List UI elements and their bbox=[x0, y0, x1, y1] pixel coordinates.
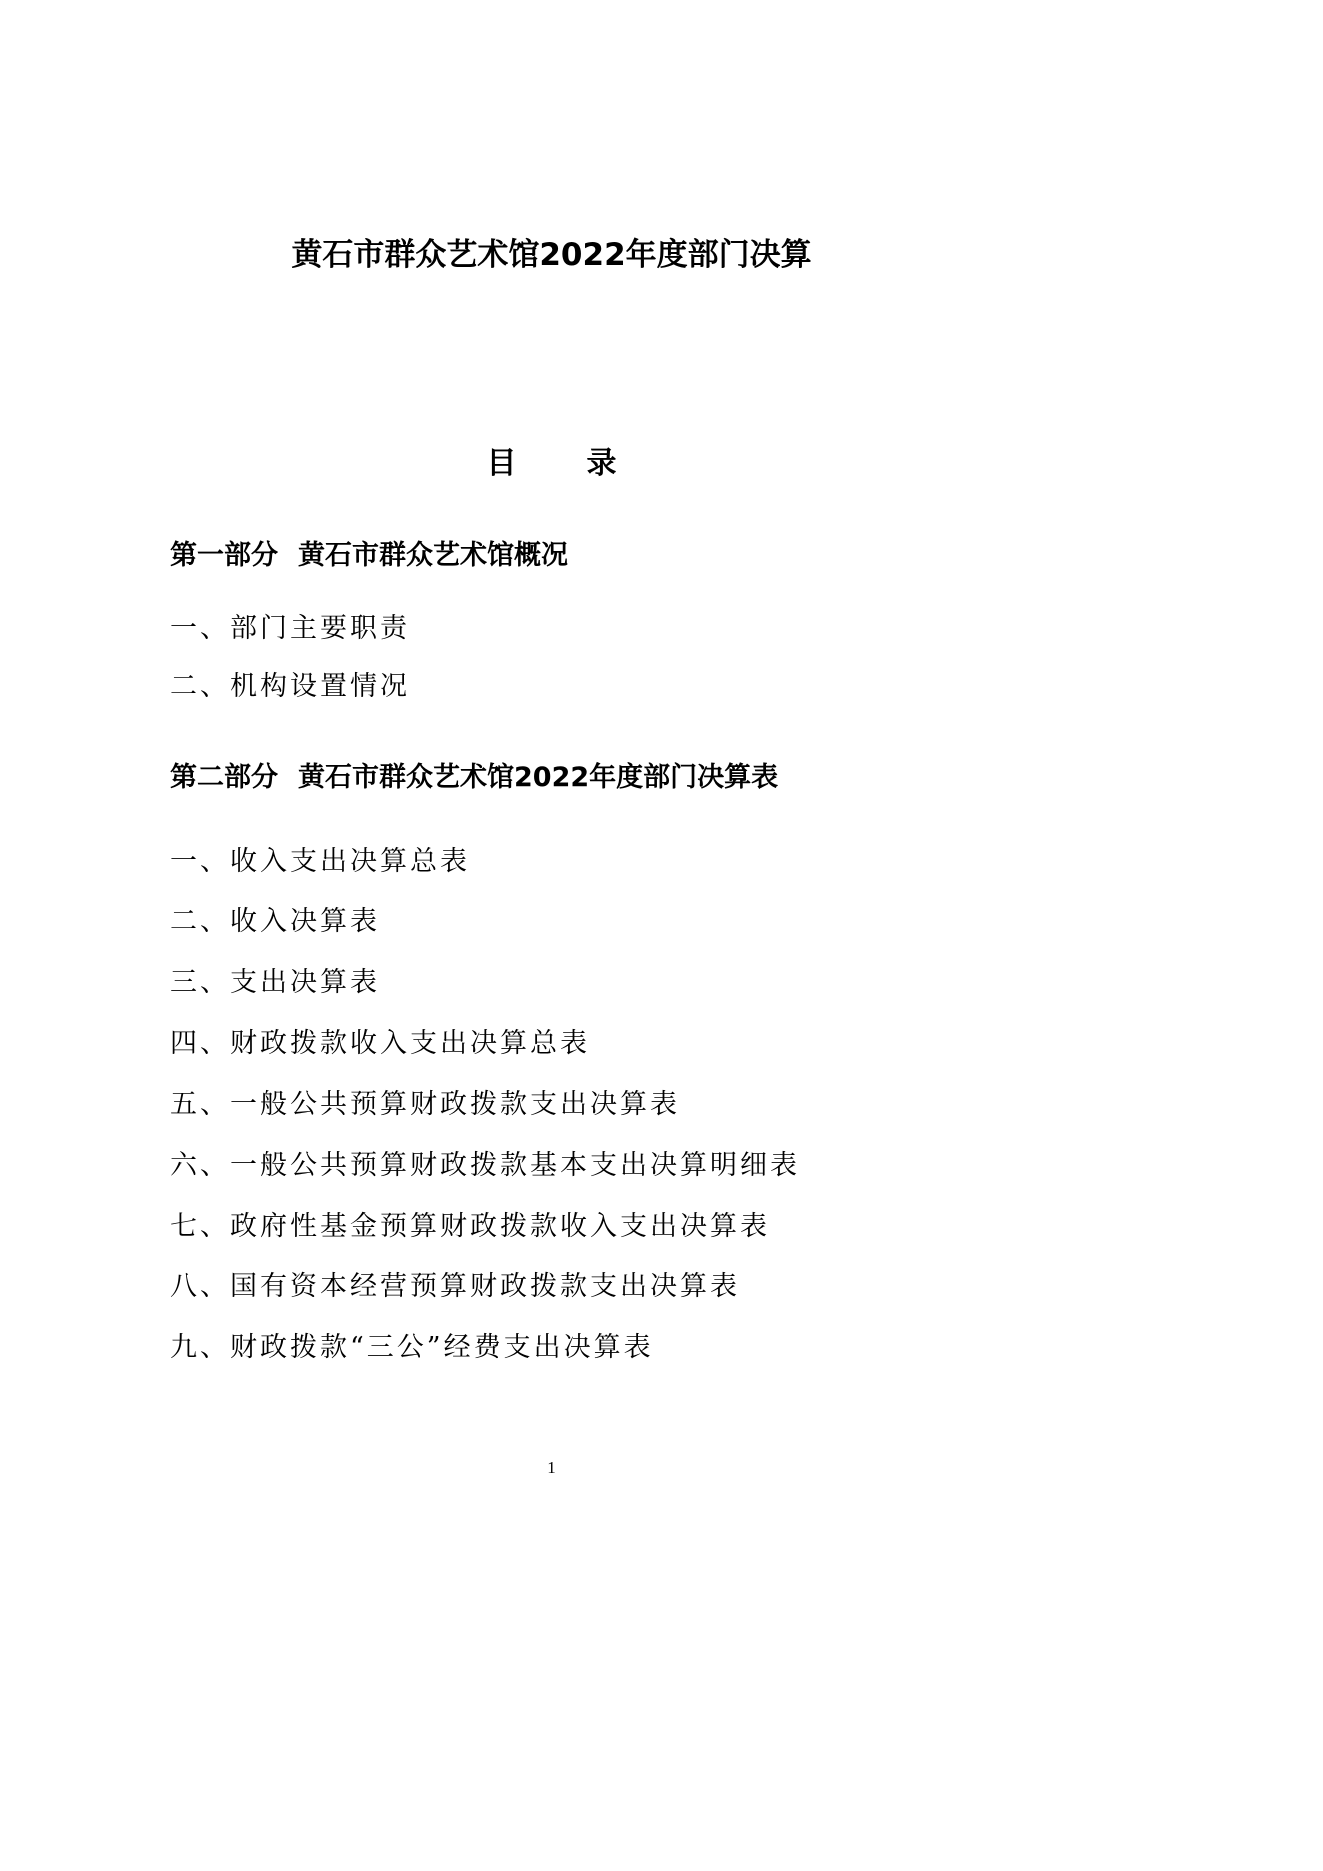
toc-heading-char-1: 目 bbox=[486, 446, 517, 481]
toc-item-part2-9: 九、财政拨款“三公”经费支出决算表 bbox=[170, 1332, 654, 1363]
document-title: 黄石市群众艺术馆2022年度部门决算 bbox=[291, 237, 812, 273]
part-1-number: 第一部分 bbox=[170, 540, 278, 571]
toc-heading bbox=[0, 440, 1103, 488]
part-2-title: 黄石市群众艺术馆2022年度部门决算表 bbox=[298, 762, 779, 793]
toc-item-part2-5: 五、一般公共预算财政拨款支出决算表 bbox=[170, 1089, 680, 1120]
toc-item-part2-3: 三、支出决算表 bbox=[170, 967, 380, 998]
part-1-title: 黄石市群众艺术馆概况 bbox=[298, 540, 568, 571]
toc-item-part2-6: 六、一般公共预算财政拨款基本支出决算明细表 bbox=[170, 1150, 800, 1181]
part-2-number: 第二部分 bbox=[170, 762, 278, 793]
page-number: 1 bbox=[547, 1458, 556, 1477]
part-1-heading bbox=[170, 536, 568, 576]
toc-item-part2-8: 八、国有资本经营预算财政拨款支出决算表 bbox=[170, 1271, 740, 1302]
toc-item-part2-4: 四、财政拨款收入支出决算总表 bbox=[170, 1028, 590, 1059]
toc-item-part2-2: 二、收入决算表 bbox=[170, 906, 380, 937]
toc-item-part2-7: 七、政府性基金预算财政拨款收入支出决算表 bbox=[170, 1211, 770, 1242]
toc-item-part1-1: 一、部门主要职责 bbox=[170, 613, 410, 644]
part-2-heading bbox=[170, 758, 778, 798]
toc-item-part1-2: 二、机构设置情况 bbox=[170, 671, 410, 702]
toc-item-part2-1: 一、收入支出决算总表 bbox=[170, 846, 470, 877]
toc-heading-char-2: 录 bbox=[586, 446, 617, 481]
